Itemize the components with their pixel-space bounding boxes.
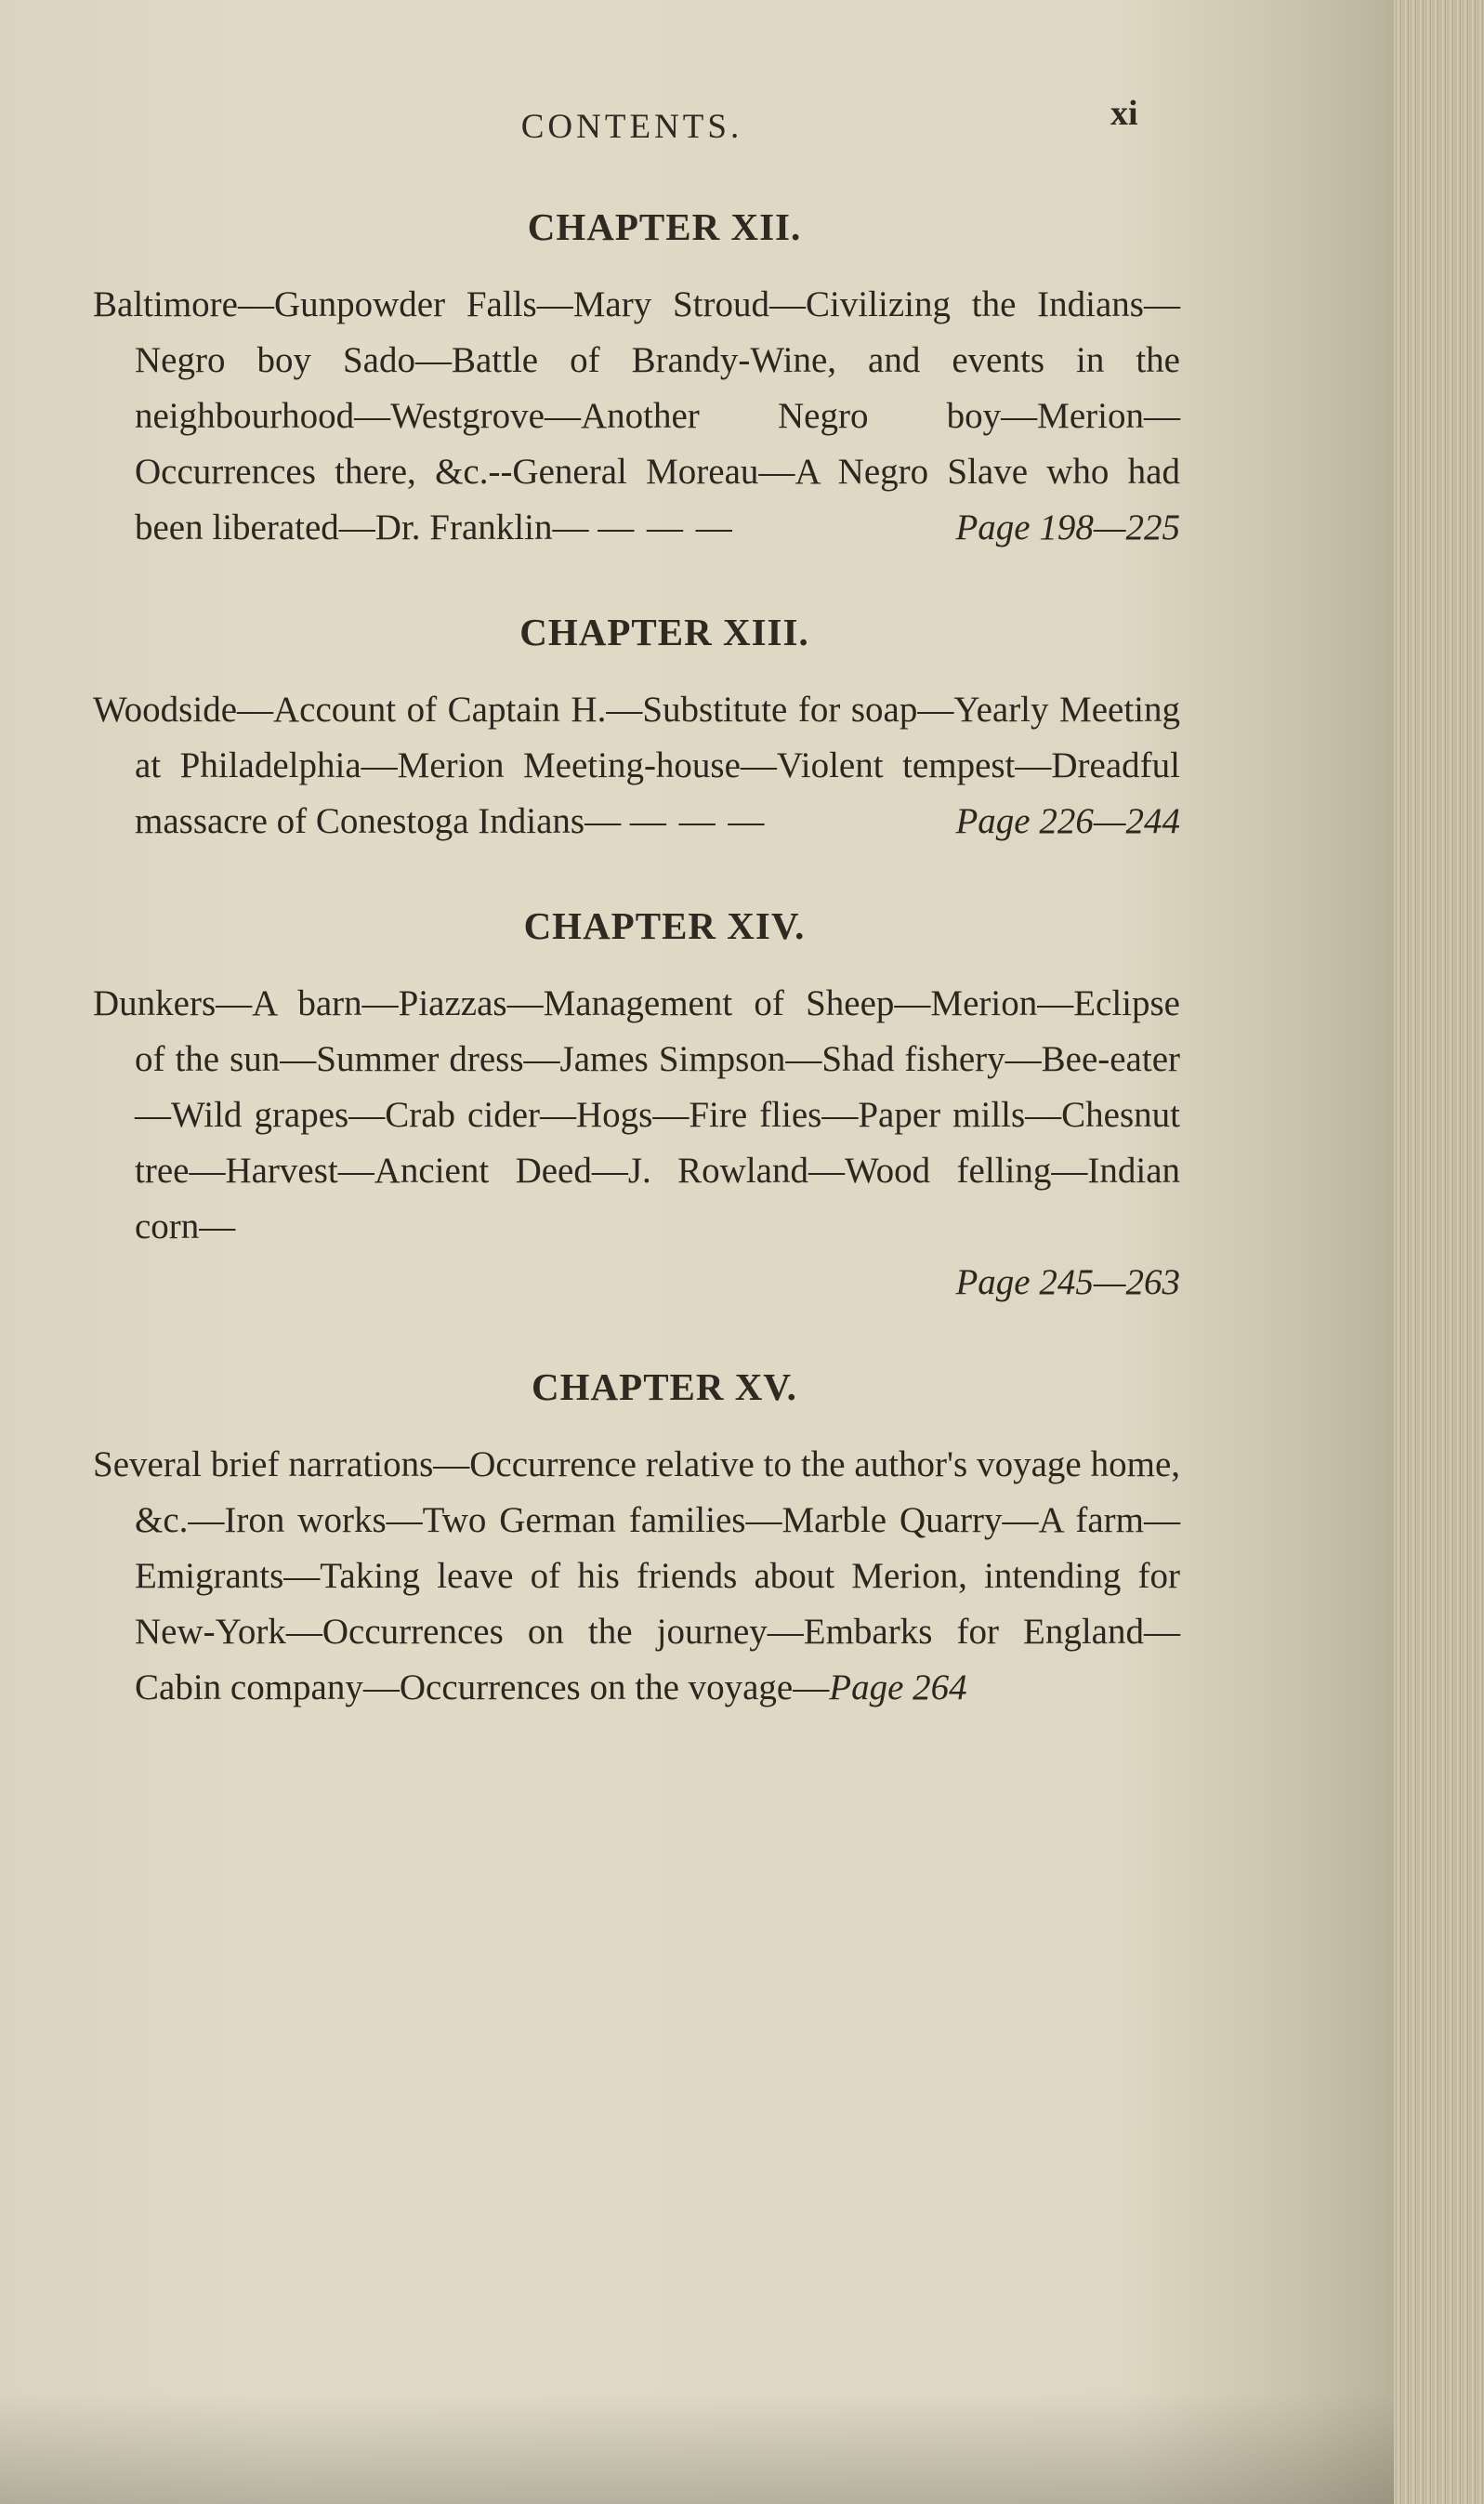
page-reference: Page 198—225 [955, 507, 1180, 547]
chapter-entry [93, 1364, 1180, 1716]
chapter-summary-text: Several brief narrations—Occurrence relative to the author's voyage home, &c.—Iron works—Two German families—Marble Quarry—A farm—Emigrants—Taking leave of his friends about Merion, intending for New-York—Occurrences on the journey—Embarks for England—Cabin company—Occurrences on the voyage— [93, 1444, 1180, 1707]
chapter-entry [93, 903, 1180, 1311]
table-of-contents [93, 204, 1180, 1770]
chapter-heading: CHAPTER XIV. [523, 904, 806, 947]
page-number: xi [1110, 94, 1138, 133]
chapter-dashes: — — — [629, 801, 767, 841]
chapter-dashes: — — — [598, 507, 734, 547]
page-reference: Page 264 [829, 1667, 967, 1707]
running-head: CONTENTS. [520, 108, 743, 146]
chapter-summary [93, 682, 1180, 850]
chapter-heading: CHAPTER XII. [527, 205, 802, 248]
page-shadow [0, 2392, 1403, 2504]
chapter-heading: CHAPTER XIII. [519, 611, 809, 653]
chapter-summary [93, 277, 1180, 556]
chapter-summary-text: Woodside—Account of Captain H.—Substitute for soap—Yearly Meeting at Philadelphia—Merion Meeting-house—Violent tempest—Dreadful massacre of Conestoga Indians— [93, 690, 1180, 841]
page-edge-texture [1394, 0, 1484, 2504]
chapter-entry [93, 204, 1180, 556]
page-reference: Page 245—263 [955, 1262, 1180, 1302]
page-reference: Page 226—244 [955, 801, 1180, 841]
chapter-summary-text: Baltimore—Gunpowder Falls—Mary Stroud—Civilizing the Indians—Negro boy Sado—Battle of Brandy-Wine, and events in the neighbourhood—Westgrove—Another Negro boy—Merion—Occurrences there, &c.--General Moreau—A Negro Slave who had been liberated—Dr. Franklin— [93, 284, 1180, 547]
chapter-summary-text: Dunkers—A barn—Piazzas—Management of Sheep—Merion—Eclipse of the sun—Summer dress—James Simpson—Shad fishery—Bee-eater—Wild grapes—Crab cider—Hogs—Fire flies—Paper mills—Chesnut tree—Harvest—Ancient Deed—J. Rowland—Wood felling—Indian corn— [93, 983, 1180, 1246]
chapter-heading: CHAPTER XV. [532, 1365, 797, 1408]
chapter-summary [93, 1437, 1180, 1716]
chapter-summary [93, 976, 1180, 1311]
chapter-entry [93, 610, 1180, 850]
